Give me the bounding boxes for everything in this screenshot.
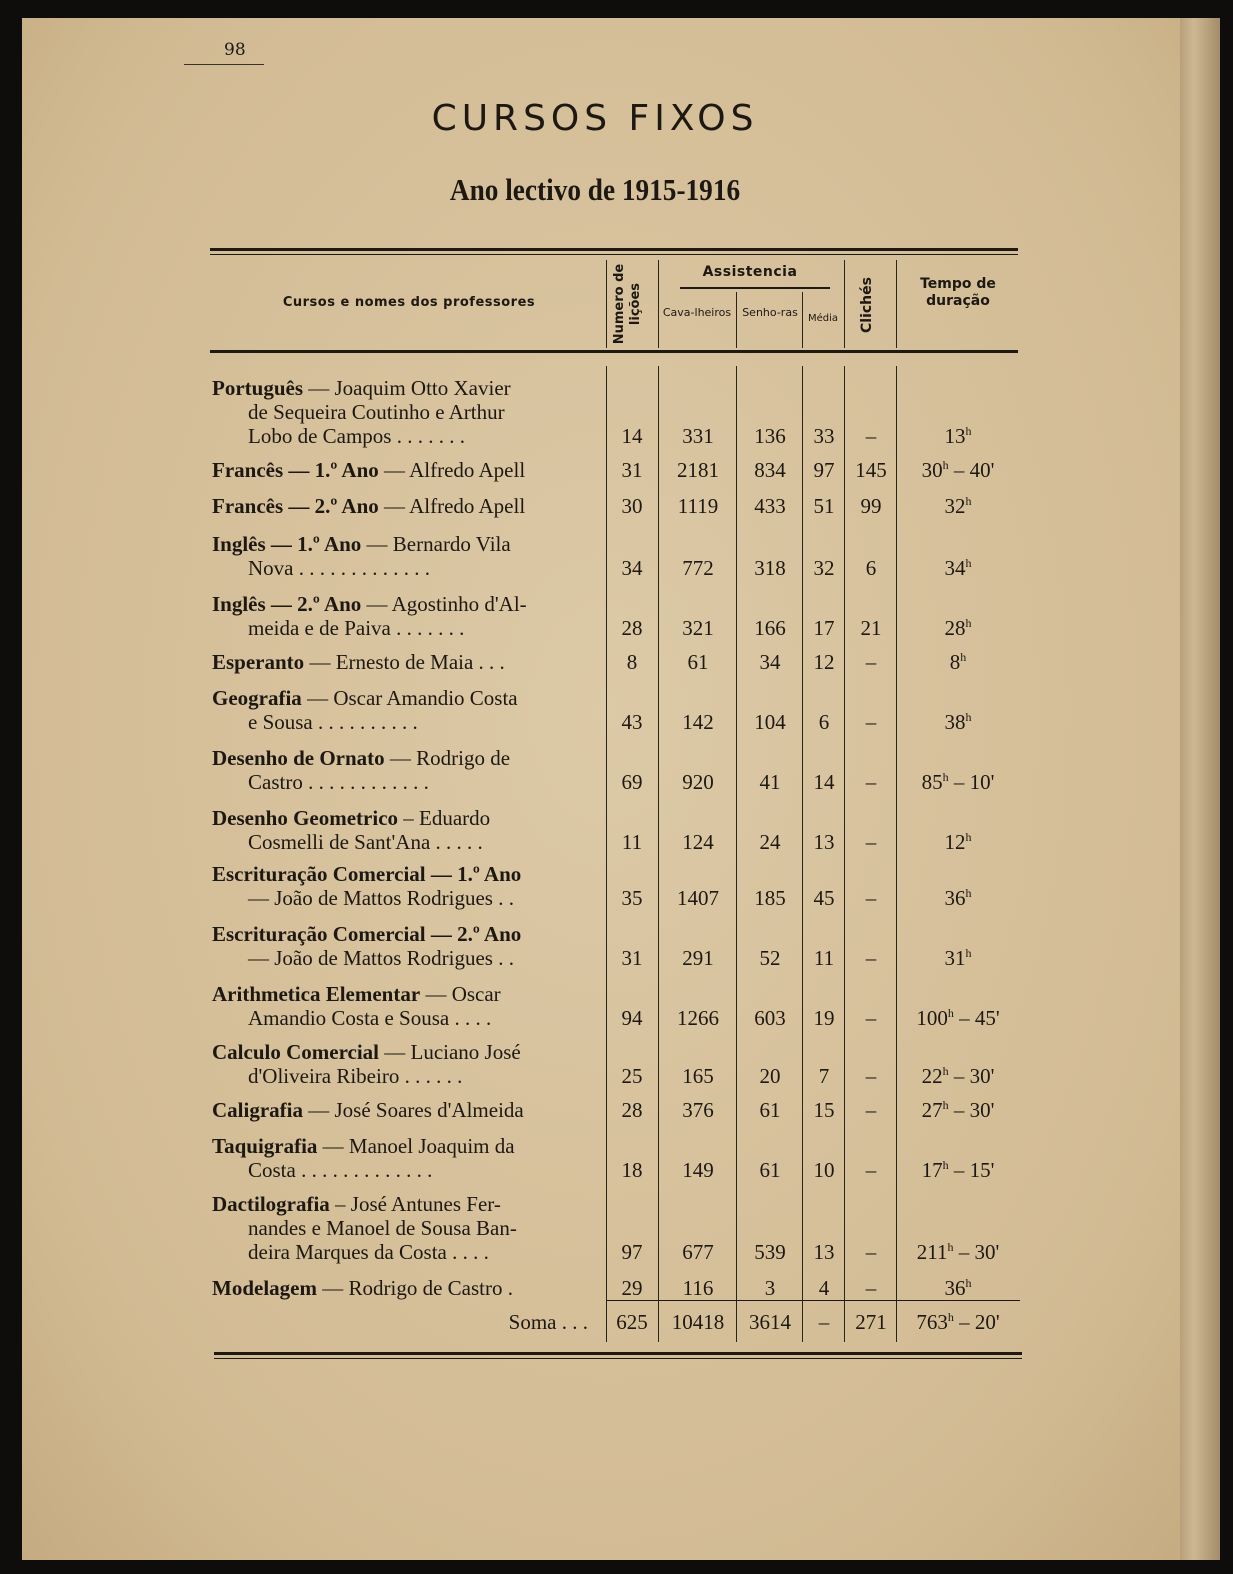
header-bottom-rule	[210, 350, 1018, 353]
duration-cell: 31$^h$	[944, 946, 972, 970]
cliches-cell: 99	[860, 494, 882, 518]
page-subtitle: Ano lectivo de 1915-1916	[449, 172, 741, 207]
teacher-text: — Oscar Amandio Costa	[301, 686, 518, 710]
lessons-cell: 97	[621, 1240, 643, 1264]
column-line	[802, 366, 803, 1342]
duration-cell: 8$^h$	[949, 650, 967, 674]
average-cell: 19	[813, 1006, 835, 1030]
table-top-rule-thin	[210, 254, 1018, 255]
ladies-cell: 3614	[749, 1310, 791, 1334]
header-duration: Tempo de duração	[920, 276, 996, 309]
course-cell	[212, 376, 612, 448]
duration-cell: 12$^h$	[944, 830, 972, 854]
header-divider	[896, 260, 897, 348]
lessons-cell: 35	[621, 886, 643, 910]
table-top-rule	[210, 248, 1018, 251]
course-cell	[212, 592, 612, 640]
ladies-cell: 104	[754, 710, 786, 734]
average-cell: 33	[813, 424, 835, 448]
cliches-cell: –	[865, 946, 877, 970]
duration-cell: 32$^h$	[944, 494, 972, 518]
gentlemen-cell: 10418	[671, 1310, 725, 1334]
cliches-cell: 145	[855, 458, 887, 482]
header-divider	[736, 292, 737, 348]
course-cell	[212, 1276, 612, 1300]
duration-cell: 38$^h$	[944, 710, 972, 734]
teacher-text: — Oscar	[420, 982, 501, 1006]
lessons-cell: 31	[621, 458, 643, 482]
cliches-cell: –	[865, 1006, 877, 1030]
ladies-cell: 61	[759, 1098, 781, 1122]
column-line	[658, 366, 659, 1342]
header-attendance: Assistencia	[702, 264, 798, 280]
cliches-cell: –	[865, 650, 877, 674]
ladies-cell: 834	[754, 458, 786, 482]
header-cliches: Clichés	[859, 277, 875, 333]
duration-cell: 34$^h$	[944, 556, 972, 580]
cliches-cell: –	[865, 886, 877, 910]
average-cell: 45	[813, 886, 835, 910]
ladies-cell: 52	[759, 946, 781, 970]
gentlemen-cell: 321	[682, 616, 714, 640]
duration-cell: 100$^h$ – 45'	[916, 1006, 1000, 1030]
teacher-text: — Rodrigo de Castro .	[316, 1276, 513, 1300]
course-cell	[212, 862, 612, 910]
book-spine	[1180, 18, 1220, 1560]
course-cell	[212, 686, 612, 734]
teacher-text: — Alfredo Apell	[378, 458, 526, 482]
teacher-text: — José Soares d'Almeida	[302, 1098, 524, 1122]
lessons-cell: 34	[621, 556, 643, 580]
ladies-cell: 24	[759, 830, 781, 854]
course-cell	[212, 922, 612, 970]
lessons-cell: 14	[621, 424, 643, 448]
course-name: Geografia	[212, 686, 302, 710]
header-gentlemen: Cava-lheiros	[662, 306, 732, 319]
lessons-cell: 8	[626, 650, 638, 674]
lessons-cell: 25	[621, 1064, 643, 1088]
cliches-cell: –	[865, 770, 877, 794]
average-cell: 11	[813, 946, 835, 970]
teacher-text: deira Marques da Costa . . . .	[248, 1240, 489, 1264]
course-cell	[212, 494, 612, 518]
cliches-cell: –	[865, 1240, 877, 1264]
ladies-cell: 20	[759, 1064, 781, 1088]
lessons-cell: 29	[621, 1276, 643, 1300]
teacher-text: — Ernesto de Maia . . .	[304, 650, 505, 674]
duration-cell: 17$^h$ – 15'	[921, 1158, 995, 1182]
average-cell: 13	[813, 1240, 835, 1264]
cliches-cell: –	[865, 1064, 877, 1088]
gentlemen-cell: 142	[682, 710, 714, 734]
teacher-text: Nova . . . . . . . . . . . . .	[248, 556, 430, 580]
course-name: Escrituração Comercial — 2.º Ano	[212, 922, 522, 946]
lessons-cell: 94	[621, 1006, 643, 1030]
ladies-cell: 41	[759, 770, 781, 794]
course-cell	[212, 650, 612, 674]
course-cell	[212, 806, 612, 854]
gentlemen-cell: 1407	[677, 886, 719, 910]
gentlemen-cell: 920	[682, 770, 714, 794]
teacher-text: — Agostinho d'Al-	[361, 592, 527, 616]
teacher-text: — João de Mattos Rodrigues . .	[248, 946, 514, 970]
cliches-cell: –	[865, 710, 877, 734]
course-cell	[212, 1134, 612, 1182]
teacher-text: de Sequeira Coutinho e Arthur	[248, 400, 505, 424]
teacher-text: Costa . . . . . . . . . . . . .	[248, 1158, 433, 1182]
course-name: Inglês — 2.º Ano	[212, 592, 362, 616]
teacher-text: — Manoel Joaquim da	[317, 1134, 515, 1158]
duration-cell: 36$^h$	[944, 1276, 972, 1300]
course-name: Desenho Geometrico	[212, 806, 399, 830]
teacher-text: — Rodrigo de	[384, 746, 511, 770]
average-cell: 13	[813, 830, 835, 854]
average-cell: 4	[818, 1276, 830, 1300]
average-cell: 32	[813, 556, 835, 580]
course-name: Taquigrafia	[212, 1134, 318, 1158]
gentlemen-cell: 149	[682, 1158, 714, 1182]
total-separator	[606, 1300, 1020, 1301]
gentlemen-cell: 61	[687, 650, 709, 674]
gentlemen-cell: 677	[682, 1240, 714, 1264]
average-cell: 14	[813, 770, 835, 794]
header-divider	[606, 260, 607, 348]
ladies-cell: 603	[754, 1006, 786, 1030]
ladies-cell: 136	[754, 424, 786, 448]
course-name: Francês — 2.º Ano	[212, 494, 379, 518]
lessons-cell: 69	[621, 770, 643, 794]
lessons-cell: 31	[621, 946, 643, 970]
average-cell: 15	[813, 1098, 835, 1122]
duration-cell: 85$^h$ – 10'	[921, 770, 995, 794]
cliches-cell: 6	[865, 556, 877, 580]
attendance-brace-rule	[680, 287, 830, 289]
lessons-cell: 43	[621, 710, 643, 734]
cliches-cell: –	[865, 1276, 877, 1300]
teacher-text: — Bernardo Vila	[361, 532, 511, 556]
gentlemen-cell: 1119	[677, 494, 719, 518]
lessons-cell: 28	[621, 616, 643, 640]
ladies-cell: 61	[759, 1158, 781, 1182]
teacher-text: meida e de Paiva . . . . . . .	[248, 616, 465, 640]
course-name: Francês — 1.º Ano	[212, 458, 379, 482]
gentlemen-cell: 772	[682, 556, 714, 580]
ladies-cell: 318	[754, 556, 786, 580]
course-name: Escrituração Comercial — 1.º Ano	[212, 862, 522, 886]
course-cell	[212, 1040, 612, 1088]
header-average: Média	[807, 313, 839, 324]
course-cell	[212, 458, 612, 482]
course-name: Inglês — 1.º Ano	[212, 532, 362, 556]
total-label: Soma . . .	[508, 1310, 588, 1334]
teacher-text: – José Antunes Fer-	[329, 1192, 501, 1216]
course-name: Português	[212, 376, 303, 400]
ladies-cell: 185	[754, 886, 786, 910]
course-name: Esperanto	[212, 650, 305, 674]
average-cell: 97	[813, 458, 835, 482]
cliches-cell: –	[865, 1158, 877, 1182]
course-name: Arithmetica Elementar	[212, 982, 421, 1006]
average-cell: 6	[818, 710, 830, 734]
gentlemen-cell: 291	[682, 946, 714, 970]
header-ladies: Senho-ras	[742, 306, 798, 319]
ladies-cell: 539	[754, 1240, 786, 1264]
ladies-cell: 433	[754, 494, 786, 518]
gentlemen-cell: 331	[682, 424, 714, 448]
duration-cell: 22$^h$ – 30'	[921, 1064, 995, 1088]
course-cell	[212, 746, 612, 794]
teacher-text: d'Oliveira Ribeiro . . . . . .	[248, 1064, 463, 1088]
duration-cell: 211$^h$ – 30'	[916, 1240, 1000, 1264]
teacher-text: e Sousa . . . . . . . . . .	[248, 710, 418, 734]
ladies-cell: 3	[764, 1276, 776, 1300]
average-cell: 17	[813, 616, 835, 640]
cliches-cell: 271	[855, 1310, 887, 1334]
duration-cell: 27$^h$ – 30'	[921, 1098, 995, 1122]
cliches-cell: –	[865, 830, 877, 854]
teacher-text: – Eduardo	[398, 806, 491, 830]
teacher-text: — João de Mattos Rodrigues . .	[248, 886, 514, 910]
gentlemen-cell: 2181	[677, 458, 719, 482]
ladies-cell: 34	[759, 650, 781, 674]
course-cell	[212, 532, 612, 580]
teacher-text: — Luciano José	[379, 1040, 521, 1064]
header-course: Cursos e nomes dos professores	[282, 295, 536, 310]
duration-cell: 13$^h$	[944, 424, 972, 448]
course-name: Desenho de Ornato	[212, 746, 385, 770]
teacher-text: Castro . . . . . . . . . . . .	[248, 770, 429, 794]
cliches-cell: –	[865, 424, 877, 448]
course-name: Dactilografia	[212, 1192, 330, 1216]
table-bottom-rule	[214, 1352, 1022, 1355]
column-line	[896, 366, 897, 1342]
lessons-cell: 18	[621, 1158, 643, 1182]
teacher-text: — Alfredo Apell	[378, 494, 526, 518]
header-divider	[658, 260, 659, 348]
table-bottom-rule-thin	[214, 1358, 1022, 1359]
lessons-cell: 30	[621, 494, 643, 518]
lessons-cell: 28	[621, 1098, 643, 1122]
duration-cell: 763$^h$ – 20'	[916, 1310, 1000, 1334]
average-cell: –	[818, 1310, 830, 1334]
page-title: CURSOS FIXOS	[431, 98, 759, 139]
average-cell: 51	[813, 494, 835, 518]
ladies-cell: 166	[754, 616, 786, 640]
gentlemen-cell: 116	[682, 1276, 714, 1300]
header-lessons: Numero de lições	[612, 263, 643, 345]
gentlemen-cell: 165	[682, 1064, 714, 1088]
duration-cell: 36$^h$	[944, 886, 972, 910]
course-name: Modelagem	[212, 1276, 317, 1300]
cliches-cell: –	[865, 1098, 877, 1122]
average-cell: 7	[818, 1064, 830, 1088]
course-name: Caligrafia	[212, 1098, 303, 1122]
course-cell	[212, 982, 612, 1030]
header-divider	[844, 260, 845, 348]
lessons-cell: 625	[616, 1310, 648, 1334]
duration-cell: 28$^h$	[944, 616, 972, 640]
teacher-text: nandes e Manoel de Sousa Ban-	[248, 1216, 517, 1240]
teacher-text: — Joaquim Otto Xavier	[303, 376, 511, 400]
cliches-cell: 21	[860, 616, 882, 640]
teacher-text: Amandio Costa e Sousa . . . .	[248, 1006, 492, 1030]
page-number-rule	[184, 64, 264, 65]
teacher-text: Cosmelli de Sant'Ana . . . . .	[248, 830, 483, 854]
duration-cell: 30$^h$ – 40'	[921, 458, 995, 482]
course-name: Calculo Comercial	[212, 1040, 379, 1064]
page-number: 98	[224, 40, 246, 60]
teacher-text: Lobo de Campos . . . . . . .	[248, 424, 465, 448]
course-cell	[212, 1192, 612, 1264]
average-cell: 10	[813, 1158, 835, 1182]
gentlemen-cell: 376	[682, 1098, 714, 1122]
gentlemen-cell: 124	[682, 830, 714, 854]
average-cell: 12	[813, 650, 835, 674]
course-cell	[212, 1098, 612, 1122]
column-line	[736, 366, 737, 1342]
column-line	[844, 366, 845, 1342]
lessons-cell: 11	[621, 830, 643, 854]
gentlemen-cell: 1266	[677, 1006, 719, 1030]
